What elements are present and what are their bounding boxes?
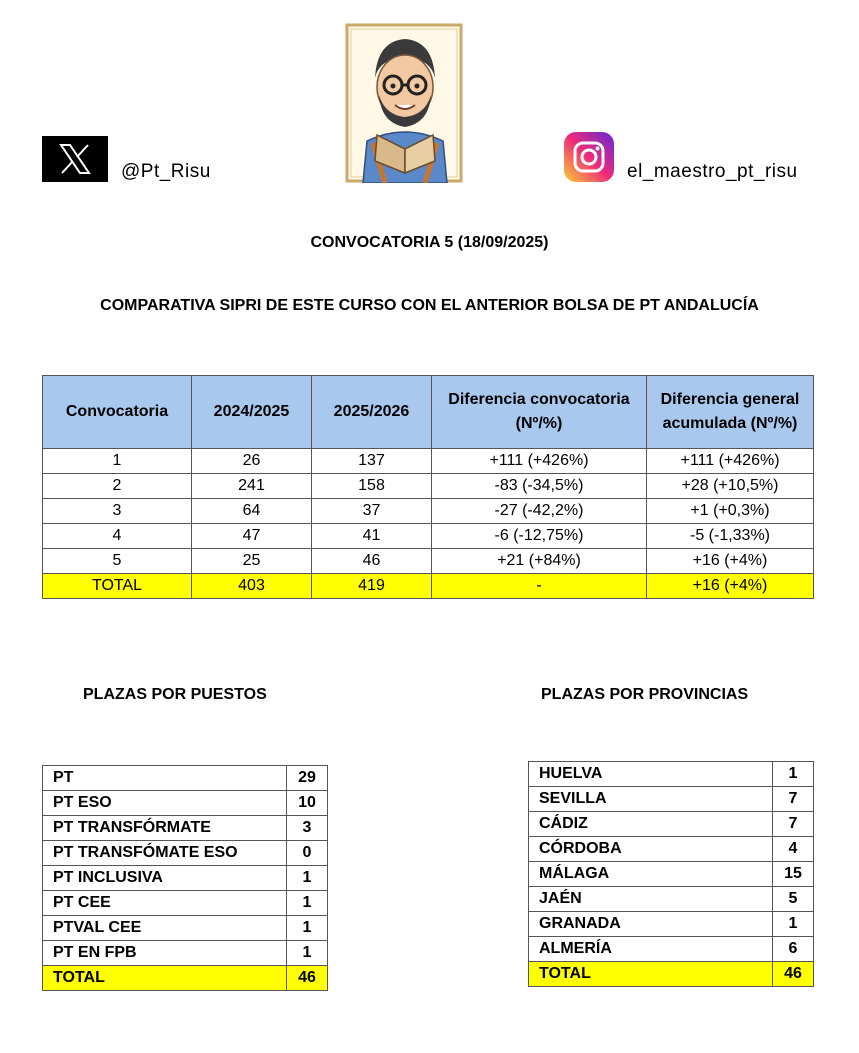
puesto-count: 10 (287, 791, 328, 816)
puesto-count: 1 (287, 891, 328, 916)
table-cell: +16 (+4%) (647, 549, 814, 574)
table-cell: 3 (43, 499, 192, 524)
table-cell: 41 (312, 524, 432, 549)
provincia-count: 5 (773, 887, 814, 912)
provincia-count: 7 (773, 812, 814, 837)
provincia-count: 1 (773, 762, 814, 787)
puesto-count: 29 (287, 766, 328, 791)
provincia-count: 15 (773, 862, 814, 887)
table-cell: -5 (-1,33%) (647, 524, 814, 549)
puestos-title: PLAZAS POR PUESTOS (83, 686, 267, 703)
provincia-label: JAÉN (529, 887, 773, 912)
table-cell: -27 (-42,2%) (432, 499, 647, 524)
total-cell: 419 (312, 574, 432, 599)
table-row (43, 524, 814, 549)
table-row (43, 549, 814, 574)
provincia-label: MÁLAGA (529, 862, 773, 887)
puesto-label: PT TRANSFÓRMATE (43, 816, 287, 841)
table-cell: 26 (192, 449, 312, 474)
puestos-table (42, 765, 328, 991)
table-cell: 46 (312, 549, 432, 574)
table-cell: 5 (43, 549, 192, 574)
table-row (43, 766, 328, 791)
table-row (529, 937, 814, 962)
total-cell: TOTAL (43, 574, 192, 599)
puesto-label: PT (43, 766, 287, 791)
table-row (529, 887, 814, 912)
table-cell: +1 (+0,3%) (647, 499, 814, 524)
table-cell: 1 (43, 449, 192, 474)
table-row (529, 812, 814, 837)
puesto-count: 1 (287, 866, 328, 891)
table-cell: +111 (+426%) (647, 449, 814, 474)
puesto-label: PT TRANSFÓMATE ESO (43, 841, 287, 866)
total-row (43, 966, 328, 991)
table-row (43, 816, 328, 841)
table-row (529, 837, 814, 862)
puesto-count: 0 (287, 841, 328, 866)
puesto-label: PT EN FPB (43, 941, 287, 966)
teacher-illustration (345, 23, 463, 183)
column-header: 2024/2025 (192, 376, 312, 449)
provincia-label: GRANADA (529, 912, 773, 937)
x-logo-icon[interactable] (42, 136, 108, 182)
provincia-count: 4 (773, 837, 814, 862)
table-row (529, 912, 814, 937)
instagram-handle[interactable]: el_maestro_pt_risu (627, 161, 798, 182)
column-header: Convocatoria (43, 376, 192, 449)
provincia-count: 7 (773, 787, 814, 812)
puesto-label: PTVAL CEE (43, 916, 287, 941)
table-cell: 158 (312, 474, 432, 499)
total-label: TOTAL (529, 962, 773, 987)
table-row (43, 891, 328, 916)
provincias-title: PLAZAS POR PROVINCIAS (541, 686, 749, 703)
table-cell: +111 (+426%) (432, 449, 647, 474)
provincias-table (528, 761, 814, 987)
table-row (43, 791, 328, 816)
table-row (43, 841, 328, 866)
puesto-count: 1 (287, 941, 328, 966)
column-header: 2025/2026 (312, 376, 432, 449)
provincia-count: 6 (773, 937, 814, 962)
table-row (43, 941, 328, 966)
table-row (43, 866, 328, 891)
total-row (43, 574, 814, 599)
twitter-handle[interactable]: @Pt_Risu (121, 161, 211, 182)
total-cell: - (432, 574, 647, 599)
table-row (43, 474, 814, 499)
table-cell: +21 (+84%) (432, 549, 647, 574)
table-cell: 2 (43, 474, 192, 499)
total-label: TOTAL (43, 966, 287, 991)
table-cell: 4 (43, 524, 192, 549)
header-row (43, 376, 814, 449)
table-cell: +28 (+10,5%) (647, 474, 814, 499)
total-count: 46 (287, 966, 328, 991)
table-cell: 25 (192, 549, 312, 574)
table-row (43, 916, 328, 941)
provincia-label: HUELVA (529, 762, 773, 787)
provincia-count: 1 (773, 912, 814, 937)
provincia-label: ALMERÍA (529, 937, 773, 962)
comparison-table (42, 375, 814, 599)
table-cell: 47 (192, 524, 312, 549)
instagram-icon[interactable] (564, 132, 614, 182)
table-row (43, 449, 814, 474)
table-row (529, 787, 814, 812)
table-row (529, 862, 814, 887)
total-cell: 403 (192, 574, 312, 599)
table-cell: -83 (-34,5%) (432, 474, 647, 499)
table-row (529, 762, 814, 787)
provincia-label: CÓRDOBA (529, 837, 773, 862)
table-cell: 241 (192, 474, 312, 499)
page-title: CONVOCATORIA 5 (18/09/2025) (310, 234, 549, 251)
column-header: Diferencia general acumulada (Nº/%) (647, 376, 814, 449)
table-cell: -6 (-12,75%) (432, 524, 647, 549)
total-row (529, 962, 814, 987)
column-header: Diferencia convocatoria (Nº/%) (432, 376, 647, 449)
total-cell: +16 (+4%) (647, 574, 814, 599)
table-cell: 37 (312, 499, 432, 524)
provincia-label: SEVILLA (529, 787, 773, 812)
table-cell: 137 (312, 449, 432, 474)
table-row (43, 499, 814, 524)
page-subtitle: COMPARATIVA SIPRI DE ESTE CURSO CON EL ANTERIOR BOLSA DE PT ANDALUCÍA (100, 297, 759, 314)
puesto-label: PT INCLUSIVA (43, 866, 287, 891)
puesto-label: PT ESO (43, 791, 287, 816)
puesto-label: PT CEE (43, 891, 287, 916)
provincia-label: CÁDIZ (529, 812, 773, 837)
puesto-count: 1 (287, 916, 328, 941)
total-count: 46 (773, 962, 814, 987)
table-cell: 64 (192, 499, 312, 524)
puesto-count: 3 (287, 816, 328, 841)
